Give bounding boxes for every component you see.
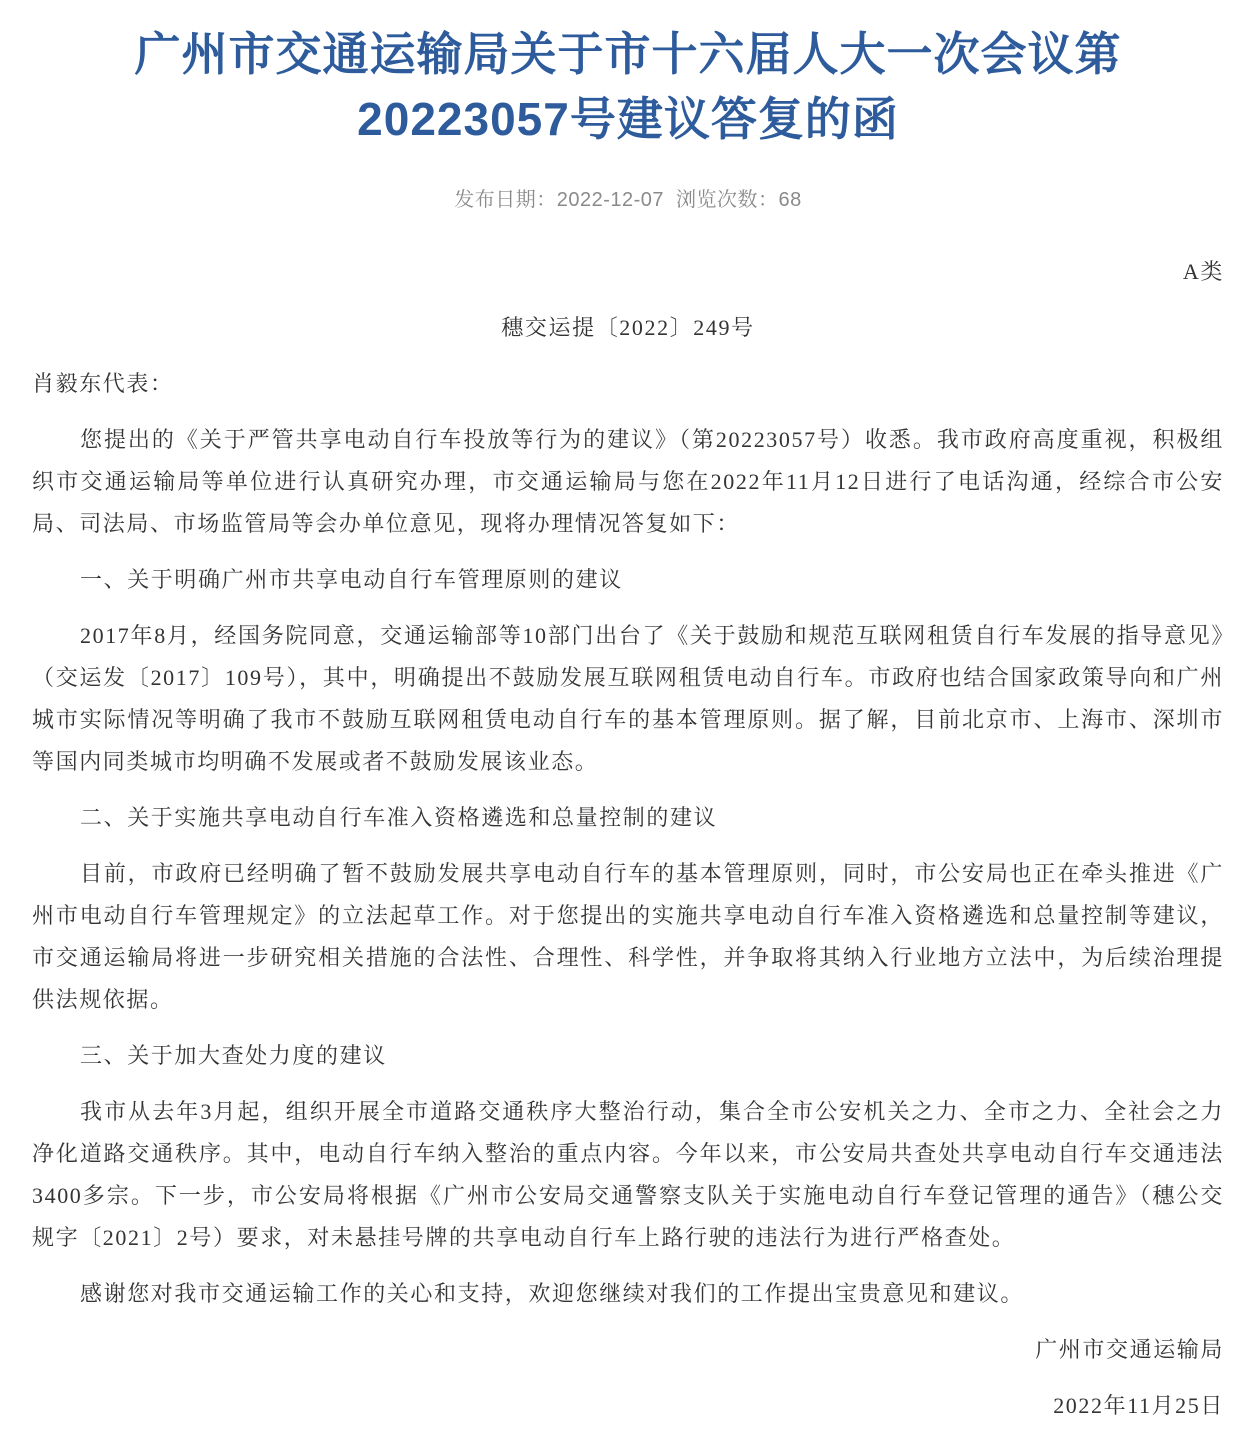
page-title: 广州市交通运输局关于市十六届人大一次会议第20223057号建议答复的函 (134, 28, 1122, 145)
document-body (32, 251, 1224, 1427)
section-body-1: 2017年8月，经国务院同意，交通运输部等10部门出台了《关于鼓励和规范互联网租赁自行车发展的指导意见》（交运发〔2017〕109号），其中，明确提出不鼓励发展互联网租赁电动自行车。市政府也结合国家政策导向和广州城市实际情况等明确了我市不鼓励互联网租赁电动自行车的基本管理原则。据了解，目前北京市、上海市、深圳市等国内同类城市均明确不发展或者不鼓励发展该业态。 (32, 623, 1224, 774)
section-heading-1: 一、关于明确广州市共享电动自行车管理原则的建议 (80, 567, 623, 592)
signature-date: 2022年11月25日 (1053, 1393, 1224, 1418)
publish-date-label: 发布日期： (454, 189, 557, 211)
section-body-3: 我市从去年3月起，组织开展全市道路交通秩序大整治行动，集合全市公安机关之力、全市之力、全社会之力净化道路交通秩序。其中，电动自行车纳入整治的重点内容。今年以来，市公安局共查处共享电动自行车交通违法3400多宗。下一步，市公安局将根据《广州市公安局交通警察支队关于实施电动自行车登记管理的通告》（穗公交规字〔2021〕2号）要求，对未悬挂号牌的共享电动自行车上路行驶的违法行为进行严格查处。 (32, 1099, 1224, 1250)
signature-org: 广州市交通运输局 (1035, 1337, 1224, 1362)
view-count-label: 浏览次数： (676, 189, 779, 211)
classification-label: A类 (1182, 259, 1224, 284)
document-number: 穗交运提〔2022〕249号 (501, 315, 755, 340)
publish-meta (32, 185, 1224, 215)
section-body-2: 目前，市政府已经明确了暂不鼓励发展共享电动自行车的基本管理原则，同时，市公安局也正在牵头推进《广州市电动自行车管理规定》的立法起草工作。对于您提出的实施共享电动自行车准入资格遴选和总量控制等建议，市交通运输局将进一步研究相关措施的合法性、合理性、科学性，并争取将其纳入行业地方立法中，为后续治理提供法规依据。 (32, 861, 1224, 1012)
publish-date: 2022-12-07 (556, 189, 665, 211)
paragraph-intro: 您提出的《关于严管共享电动自行车投放等行为的建议》（第20223057号）收悉。我市政府高度重视，积极组织市交通运输局等单位进行认真研究办理，市交通运输局与您在2022年11月12日进行了电话沟通，经综合市公安局、司法局、市场监管局等会办单位意见，现将办理情况答复如下： (32, 427, 1224, 536)
view-count: 68 (778, 189, 802, 211)
salutation: 肖毅东代表： (32, 371, 174, 396)
closing-paragraph: 感谢您对我市交通运输工作的关心和支持，欢迎您继续对我们的工作提出宝贵意见和建议。 (80, 1281, 1025, 1306)
section-heading-3: 三、关于加大查处力度的建议 (80, 1043, 387, 1068)
section-heading-2: 二、关于实施共享电动自行车准入资格遴选和总量控制的建议 (80, 805, 718, 830)
